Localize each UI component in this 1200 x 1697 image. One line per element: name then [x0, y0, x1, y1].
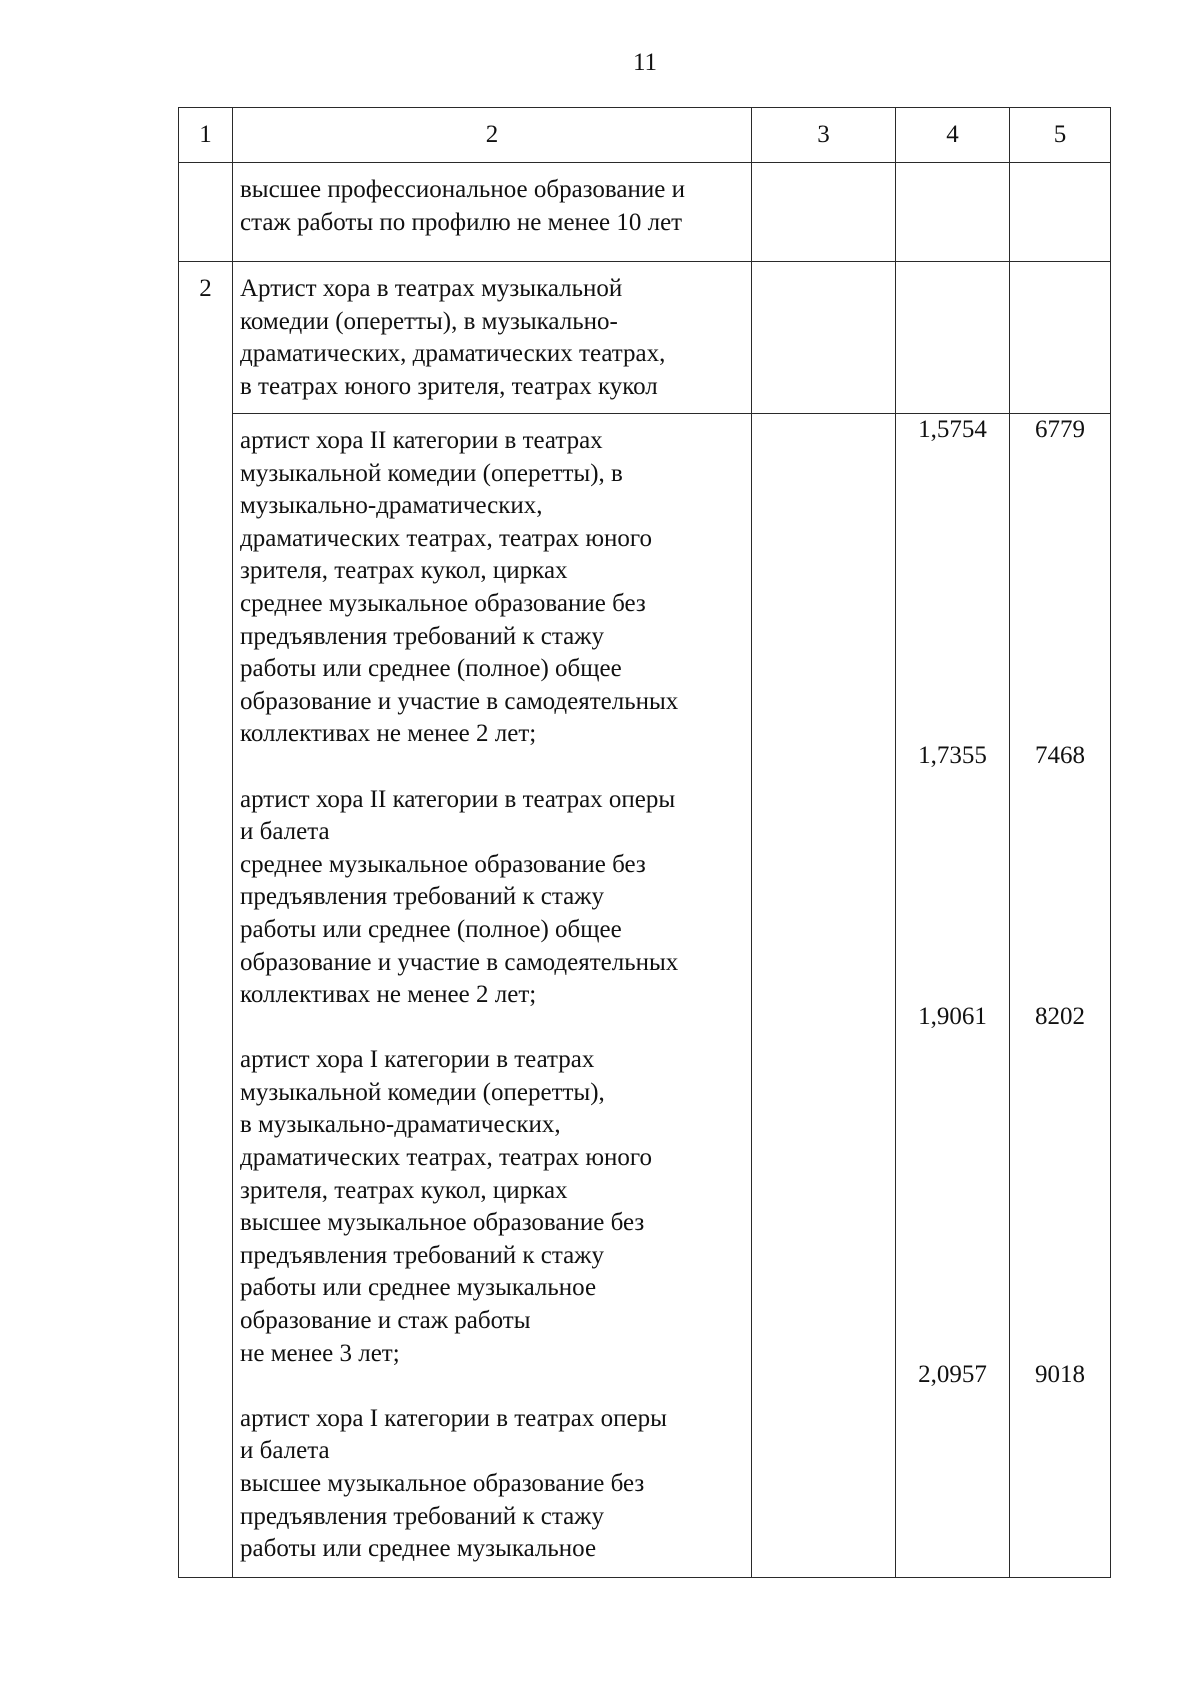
header-cell: 2: [233, 108, 752, 163]
table-header-row: [179, 108, 1111, 163]
header-cell: 1: [179, 108, 233, 163]
coefficient-value: 1,9061: [918, 1002, 987, 1030]
salary-cell: [1010, 414, 1111, 1578]
salary-value: 6779: [1035, 416, 1085, 443]
table-cell: [233, 414, 752, 1578]
coefficient-value: 1,5754: [918, 416, 987, 443]
header-cell: 4: [896, 108, 1010, 163]
row-number-cell: [179, 262, 233, 1578]
table-row: [179, 163, 1111, 262]
position-entry-text: артист хора II категории в театрах музыкальной комедии (оперетты), в музыкально-драматических, драматических театрах, театрах юного зрителя, театрах кукол, цирках среднее музыкальное образование без предъявления требований к стажу работы или среднее (полное) общее образование и участие в самодеятельных коллективах не менее 2 лет;: [240, 427, 679, 748]
table-cell: [1010, 262, 1111, 414]
row-number: 2: [199, 275, 212, 302]
table-cell: [896, 262, 1010, 414]
table-cell: [752, 163, 896, 262]
table-cell: [1010, 163, 1111, 262]
position-entry-text: артист хора I категории в театрах музыкальной комедии (оперетты), в музыкально-драматических, драматических театрах, театрах юного зрителя, театрах кукол, цирках высшее музыкальное образование без предъявления требований к стажу работы или среднее музыкальное образование и стаж работы не менее 3 лет;: [240, 1046, 653, 1367]
header-cell: 3: [752, 108, 896, 163]
coefficient-cell: [896, 414, 1010, 1578]
position-entry-text: артист хора II категории в театрах оперы и балета среднее музыкальное образование без предъявления требований к стажу работы или среднее (полное) общее образование и участие в самодеятельных коллективах не менее 2 лет;: [240, 785, 679, 1009]
table-row: [179, 414, 1111, 1578]
salary-value: 7468: [1035, 741, 1085, 769]
table-cell: [752, 262, 896, 414]
table-cell: [233, 262, 752, 414]
position-entry-text: артист хора I категории в театрах оперы и балета высшее музыкальное образование без предъявления требований к стажу работы или среднее музыкальное: [240, 1404, 667, 1563]
coefficient-value: 1,7355: [918, 741, 987, 769]
table-cell: [233, 163, 752, 262]
header-cell: 5: [1010, 108, 1111, 163]
position-group-title: Артист хора в театрах музыкальной комедии (оперетты), в музыкально- драматических, драматических театрах, в театрах юного зрителя, театрах кукол: [240, 275, 666, 400]
page-number: 11: [632, 49, 658, 76]
table-cell: [179, 163, 233, 262]
table-row: [179, 262, 1111, 414]
table-cell: [896, 163, 1010, 262]
table-cell: [752, 414, 896, 1578]
salary-value: 8202: [1035, 1002, 1085, 1030]
salary-value: 9018: [1035, 1361, 1085, 1389]
coefficient-value: 2,0957: [918, 1361, 987, 1389]
requirement-text: высшее профессиональное образование и стаж работы по профилю не менее 10 лет: [240, 176, 685, 236]
document-table: [178, 107, 1111, 1578]
